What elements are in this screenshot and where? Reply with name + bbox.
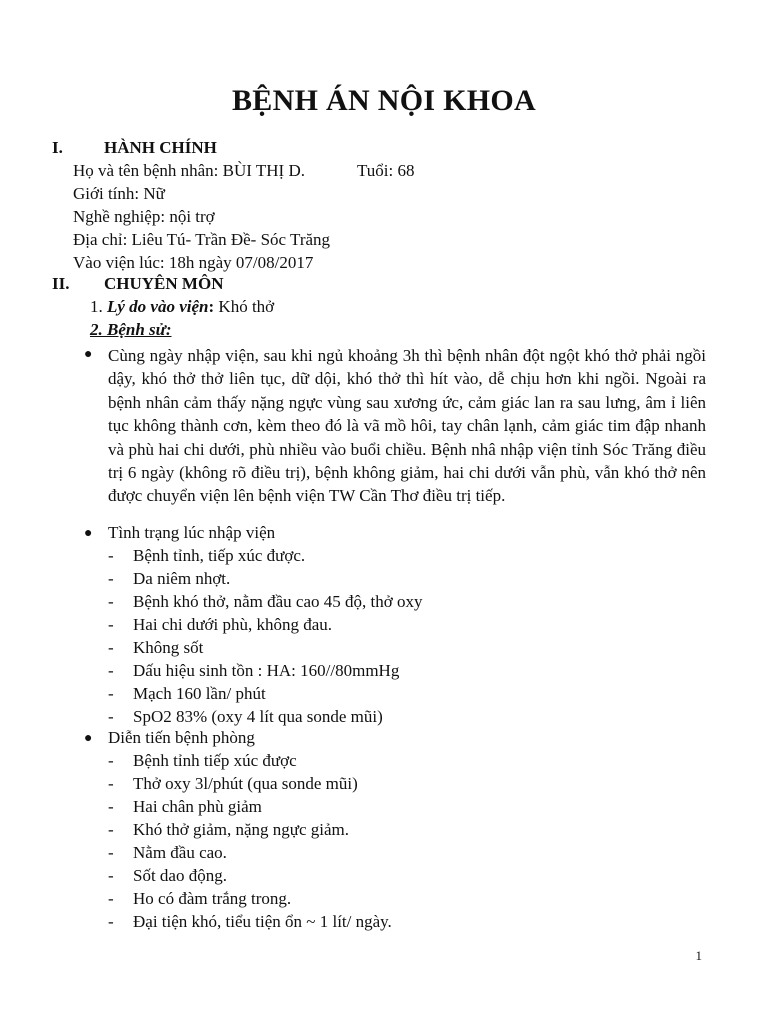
patient-name-line <box>73 161 414 181</box>
section-number: II. <box>52 274 70 293</box>
dash-marker: - <box>108 797 114 816</box>
list-item: Nằm đầu cao. <box>133 843 227 862</box>
list-item: Bệnh tỉnh, tiếp xúc được. <box>133 546 306 565</box>
admission-time: Vào viện lúc: 18h ngày 07/08/2017 <box>73 253 314 272</box>
list-item: Ho có đàm trắng trong. <box>133 889 292 908</box>
reason-label: Lý do vào viện <box>107 297 209 316</box>
dash-marker: - <box>108 546 114 565</box>
reason-value: Khó thở <box>214 297 275 316</box>
list-item: Bệnh tỉnh tiếp xúc được <box>133 751 297 770</box>
dash-marker: - <box>108 707 114 726</box>
reason-line <box>90 297 274 317</box>
patient-gender: Giới tính: Nữ <box>73 184 165 203</box>
dash-marker: - <box>108 751 114 770</box>
dash-marker: - <box>108 638 114 657</box>
bullet-icon: ● <box>84 731 93 746</box>
page-number: 1 <box>695 948 702 963</box>
dash-marker: - <box>108 912 114 931</box>
dash-marker: - <box>108 843 114 862</box>
dash-marker: - <box>108 569 114 588</box>
section-heading-administrative <box>52 138 217 158</box>
dash-marker: - <box>108 661 114 680</box>
section-title: HÀNH CHÍNH <box>104 138 217 157</box>
dash-marker: - <box>108 889 114 908</box>
dash-marker: - <box>108 684 114 703</box>
list-item: Khó thở giảm, nặng ngực giảm. <box>133 820 350 839</box>
dash-marker: - <box>108 774 114 793</box>
list-item: Sốt dao động. <box>133 866 227 885</box>
history-heading: 2. Bệnh sử: <box>90 320 172 339</box>
dash-marker: - <box>108 592 114 611</box>
patient-age: Tuổi: 68 <box>357 161 415 180</box>
dash-marker: - <box>108 820 114 839</box>
list-item: Mạch 160 lần/ phút <box>133 684 266 703</box>
dash-marker: - <box>108 615 114 634</box>
list-item: Đại tiện khó, tiểu tiện ổn ~ 1 lít/ ngày. <box>133 912 392 931</box>
bullet-icon: ● <box>84 347 93 362</box>
list-item: Hai chân phù giảm <box>133 797 262 816</box>
list-item: Da niêm nhợt. <box>133 569 231 588</box>
ward-progress-heading: Diễn tiến bệnh phòng <box>108 728 255 747</box>
document-title: BỆNH ÁN NỘI KHOA <box>232 84 536 117</box>
section-title: CHUYÊN MÔN <box>104 274 224 293</box>
section-heading-professional <box>52 274 223 294</box>
patient-occupation: Nghề nghiệp: nội trợ <box>73 207 215 226</box>
patient-address: Địa chỉ: Liêu Tú- Trần Đề- Sóc Trăng <box>73 230 331 249</box>
history-paragraph: Cùng ngày nhập viện, sau khi ngủ khoảng 3h thì bệnh nhân đột ngột khó thở phải ngồi dậy, khó thở thở liên tục, dữ dội, khó thở thì hít vào, dễ chịu hơn khi ngồi. Ngoài ra bệnh nhân cảm thấy nặng ngực vùng sau xương ức, cảm giác lan ra sau lưng, âm ỉ liên tục không thành cơn, kèm theo đó là vã mồ hôi, tay chân lạnh, cảm giác tim đập nhanh và phù hai chi dưới, phù nhiều vào buổi chiều. Bệnh nhâ nhập viện tỉnh Sóc Trăng điều trị 6 ngày (không rõ điều trị), bệnh không giảm, hai chi dưới vẫn phù, vẫn khó thở nên được chuyển viện lên bệnh viện TW Cần Thơ điều trị tiếp. <box>108 346 706 506</box>
admission-status-heading: Tình trạng lúc nhập viện <box>108 523 276 542</box>
reason-colon: : <box>208 297 215 316</box>
list-item: Không sốt <box>133 638 204 657</box>
list-item: Bệnh khó thở, nằm đầu cao 45 độ, thở oxy <box>133 592 423 611</box>
section-number: I. <box>52 138 63 157</box>
bullet-icon: ● <box>84 526 93 541</box>
reason-number: 1. <box>90 297 103 316</box>
patient-name: Họ và tên bệnh nhân: BÙI THỊ D. <box>73 161 305 180</box>
list-item: Hai chi dưới phù, không đau. <box>133 615 333 634</box>
list-item: Thở oxy 3l/phút (qua sonde mũi) <box>133 774 358 793</box>
list-item: SpO2 83% (oxy 4 lít qua sonde mũi) <box>133 707 383 726</box>
dash-marker: - <box>108 866 114 885</box>
list-item: Dấu hiệu sinh tồn : HA: 160//80mmHg <box>133 661 400 680</box>
